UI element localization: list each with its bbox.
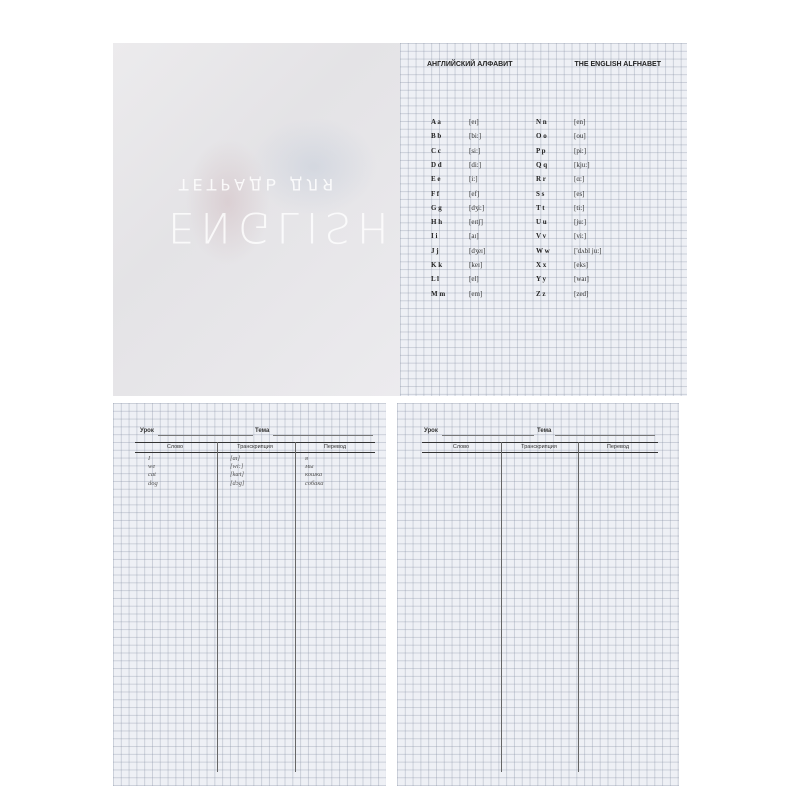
lesson-line (442, 435, 534, 436)
alphabet-transcription: [ou] (574, 132, 586, 141)
alphabet-transcription: [aɪ] (469, 232, 479, 241)
cover-subtitle: ТЕТРАДЬ ДЛЯ (178, 175, 338, 194)
alphabet-transcription: [pi:] (574, 146, 587, 155)
column-divider (578, 442, 579, 772)
notebook-cover (113, 43, 400, 396)
alphabet-letter: J j (431, 246, 439, 255)
lesson-label: Урок (424, 428, 438, 434)
example-translation: я (305, 455, 309, 462)
column-header-transcription: Транскрипция (237, 444, 273, 450)
alphabet-letter: T t (536, 203, 545, 212)
alphabet-letter: F f (431, 189, 440, 198)
alphabet-transcription: [i:] (469, 175, 478, 184)
topic-line (555, 435, 655, 436)
alphabet-letter: U u (536, 218, 547, 227)
alphabet-letter: B b (431, 132, 442, 141)
example-translation: кошка (305, 471, 323, 479)
header-line-bottom (135, 452, 375, 453)
alphabet-transcription: [ju:] (574, 218, 587, 227)
alphabet-letter: I i (431, 232, 438, 241)
alphabet-letter: S s (536, 189, 545, 198)
example-translation: собака (305, 479, 324, 487)
alphabet-transcription: [eɪ] (469, 118, 479, 126)
alphabet-transcription: [di:] (469, 160, 482, 169)
example-trans: [kæt] (230, 471, 245, 479)
alphabet-letter: G g (431, 203, 442, 212)
column-header-word: Слово (452, 444, 470, 450)
alphabet-transcription: [waɪ] (574, 275, 589, 284)
alphabet-letter: K k (431, 261, 443, 269)
alphabet-letter: X x (536, 261, 547, 269)
alphabet-transcription: [es] (574, 189, 585, 198)
alphabet-page (400, 43, 687, 396)
alphabet-transcription: [dʒi:] (469, 203, 485, 212)
alphabet-transcription: [eɪtʃ] (469, 218, 483, 227)
alphabet-transcription: [ti:] (574, 203, 585, 212)
topic-label: Тема (255, 428, 270, 434)
cover-title: ENGLISH (168, 203, 395, 252)
example-word: we (148, 463, 156, 471)
alphabet-title-en: THE ENGLISH ALFHABET (574, 61, 661, 68)
alphabet-transcription: [kju:] (574, 160, 590, 169)
column-header-translation: Перевод (323, 444, 347, 450)
alphabet-transcription: [zed] (574, 289, 589, 298)
example-word: I (148, 455, 151, 462)
alphabet-letter: O o (536, 132, 547, 141)
header-line-top (422, 442, 658, 443)
alphabet-transcription: [eks] (574, 261, 588, 269)
example-trans: [dɔg] (230, 479, 245, 487)
alphabet-letter: D d (431, 160, 442, 169)
topic-label: Тема (537, 428, 552, 434)
column-divider (501, 442, 502, 772)
header-line-bottom (422, 452, 658, 453)
column-header-word: Слово (166, 444, 184, 450)
alphabet-letter: Z z (536, 289, 546, 298)
lesson-line (158, 435, 253, 436)
alphabet-letter: E e (431, 175, 441, 184)
alphabet-transcription: ['dʌbl ju:] (574, 246, 602, 255)
alphabet-transcription: [vi:] (574, 232, 587, 241)
lesson-page-right (397, 403, 679, 786)
example-trans: [aɪ] (230, 455, 241, 462)
lesson-label: Урок (140, 428, 154, 434)
topic-line (273, 435, 373, 436)
alphabet-letter: Y y (536, 275, 547, 284)
alphabet-transcription: [ɑ:] (574, 175, 585, 184)
alphabet-transcription: [keɪ] (469, 261, 483, 269)
alphabet-letter: W w (536, 246, 550, 255)
example-word: cat (148, 471, 156, 479)
alphabet-letter: V v (536, 232, 547, 241)
example-translation: мы (305, 463, 314, 471)
alphabet-letter: Q q (536, 160, 548, 169)
example-word: dog (148, 479, 158, 487)
alphabet-title-ru: АНГЛИЙСКИЙ АЛФАВИТ (427, 61, 513, 68)
alphabet-letter: P p (536, 146, 546, 155)
alphabet-transcription: [em] (469, 289, 483, 298)
alphabet-letter: N n (536, 118, 547, 126)
alphabet-letter: M m (431, 289, 446, 298)
alphabet-transcription: [bi:] (469, 132, 482, 141)
column-header-translation: Перевод (606, 444, 630, 450)
alphabet-transcription: [en] (574, 118, 586, 126)
column-divider (217, 442, 218, 772)
alphabet-letter: A a (431, 118, 441, 126)
alphabet-letter: H h (431, 218, 443, 227)
alphabet-transcription: [ef] (469, 189, 480, 198)
example-trans: [wi:] (230, 463, 244, 471)
column-header-transcription: Транскрипция (521, 444, 557, 450)
column-divider (295, 442, 296, 772)
alphabet-transcription: [el] (469, 275, 479, 284)
alphabet-letter: R r (536, 175, 546, 184)
lesson-page-left (113, 403, 386, 786)
header-line-top (135, 442, 375, 443)
alphabet-transcription: [si:] (469, 146, 481, 155)
alphabet-letter: L l (431, 275, 439, 284)
alphabet-letter: C c (431, 146, 441, 155)
alphabet-transcription: [dʒeɪ] (469, 246, 486, 255)
